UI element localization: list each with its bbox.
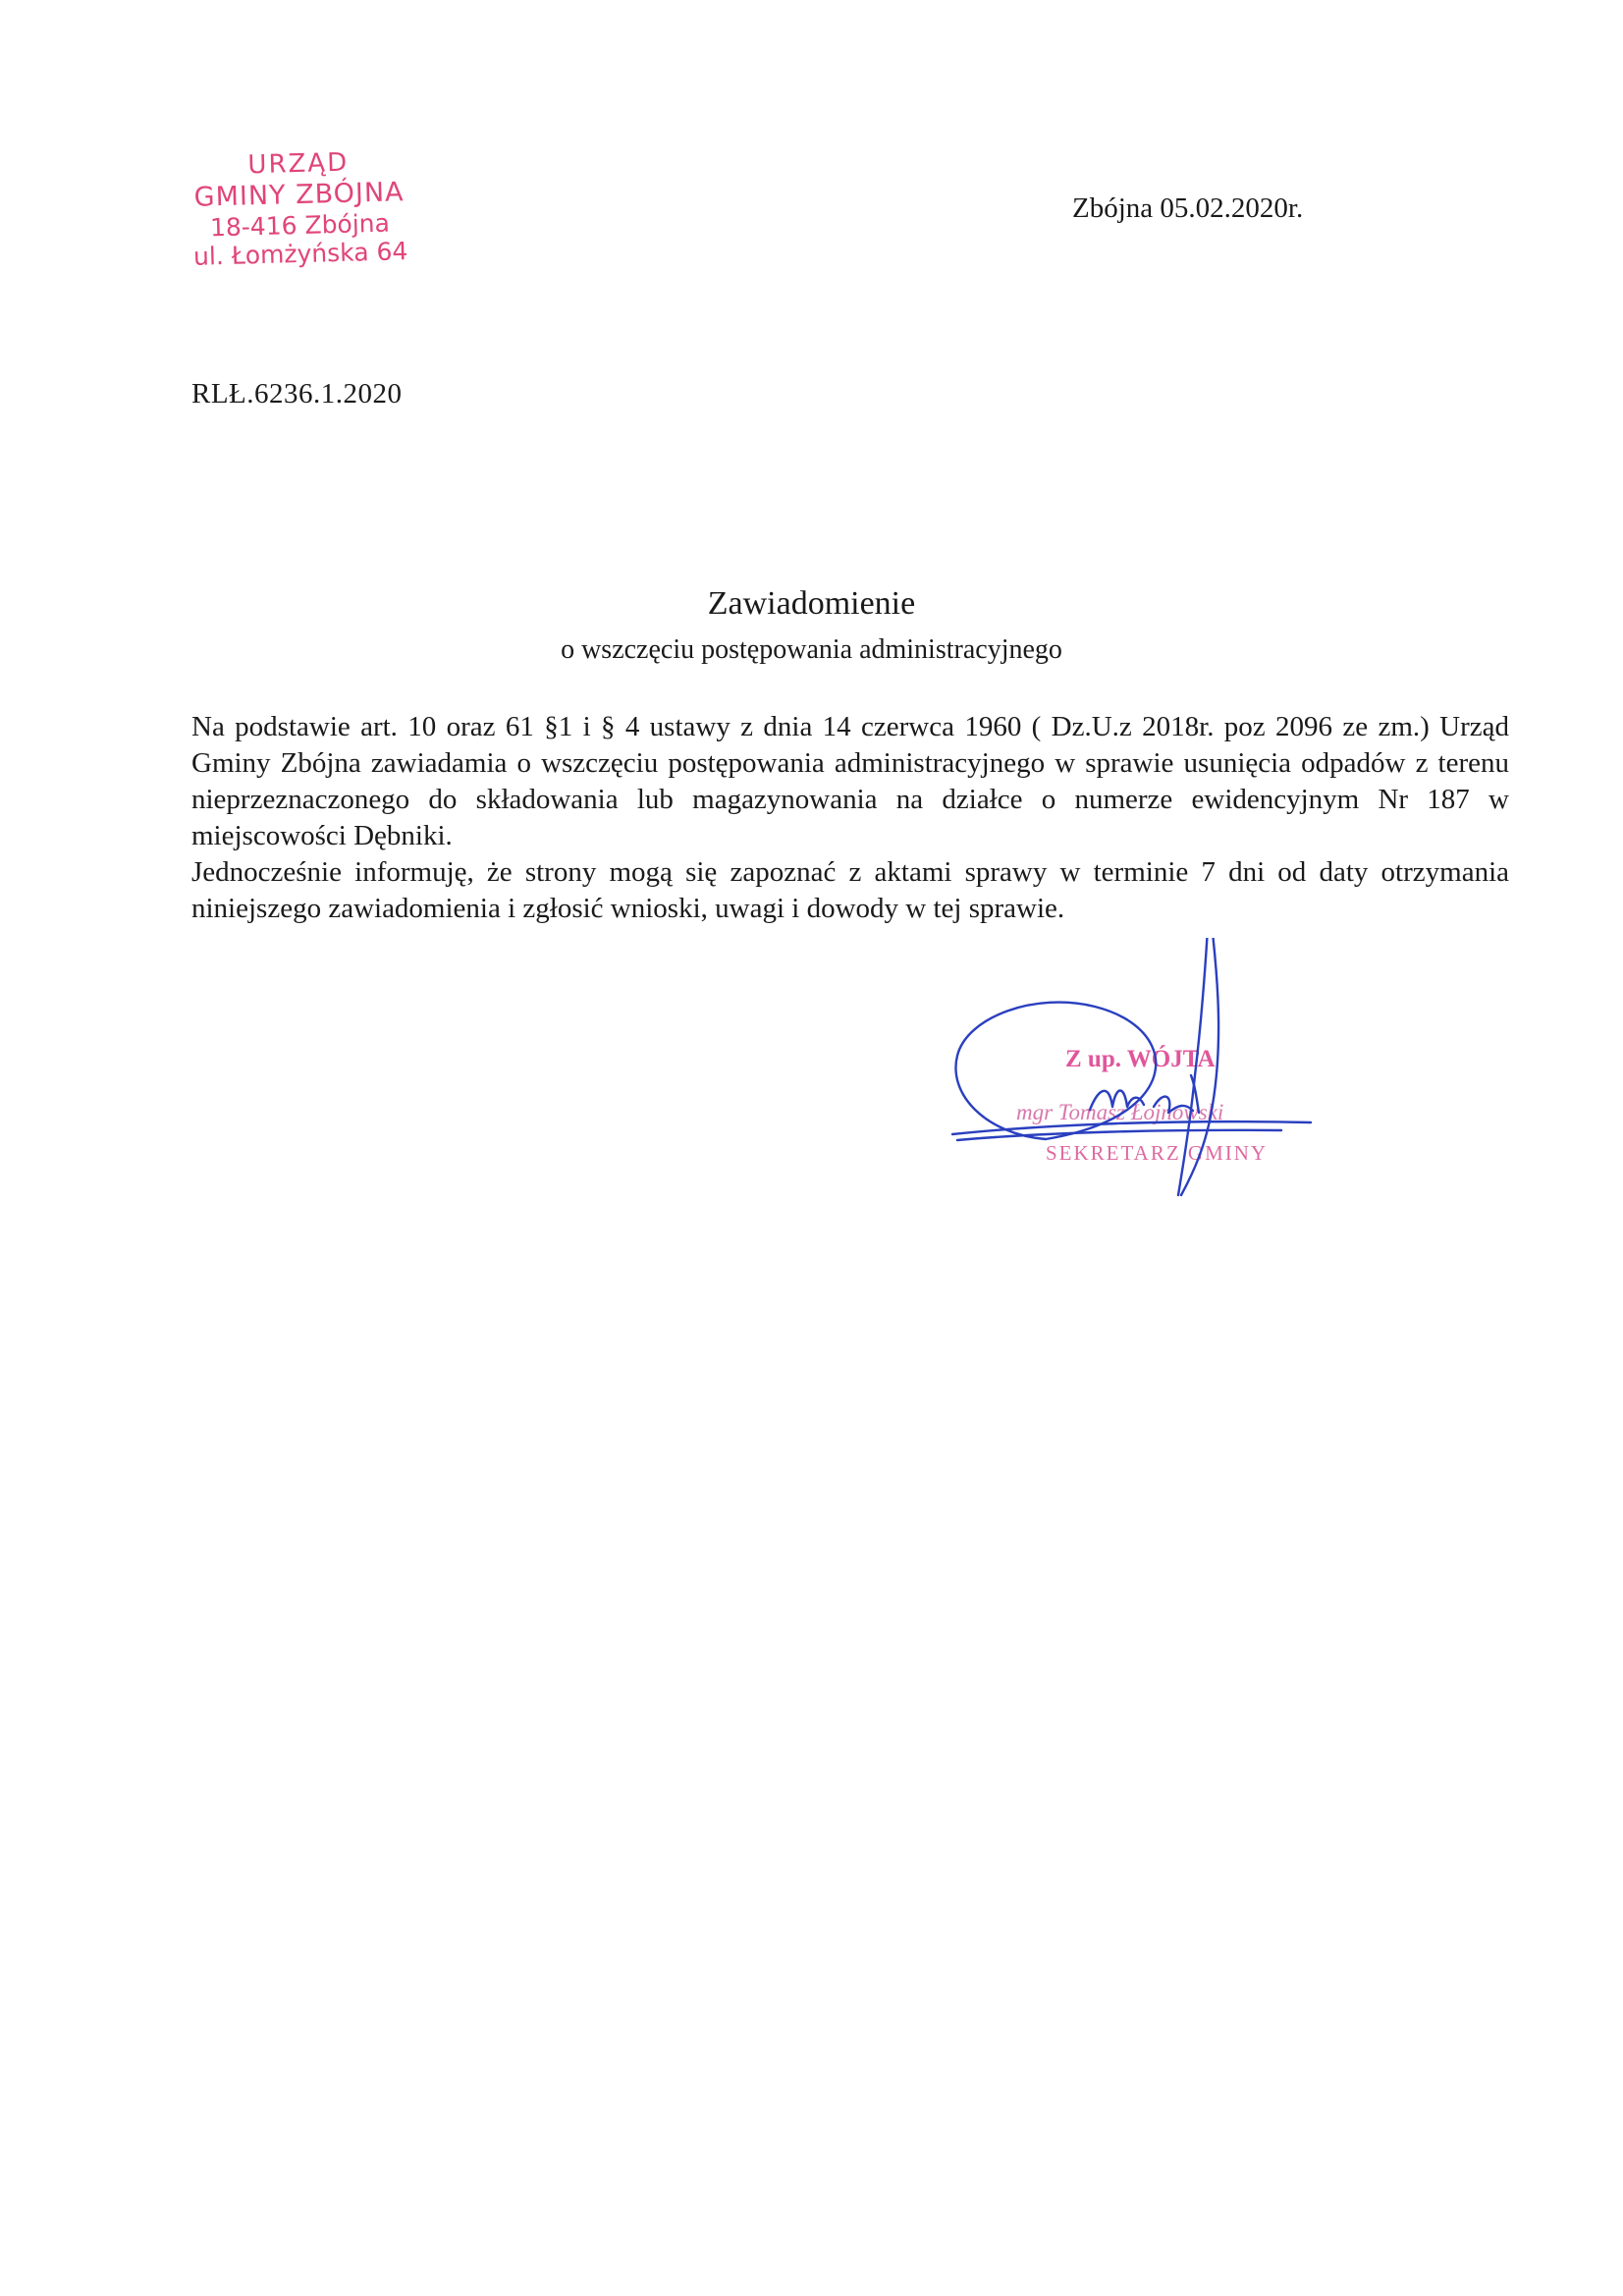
paragraph-1: Na podstawie art. 10 oraz 61 §1 i § 4 ustawy z dnia 14 czerwca 1960 ( Dz.U.z 2018r. poz 2096 ze zm.) Urząd Gminy Zbójna zawiadamia o wszczęciu postępowania administracyjnego w sprawie usunięcia odpadów z terenu nieprzeznaczonego do składowania lub magazynowania na działce o numerze ewidencyjnym Nr 187 w miejscowości Dębniki. xyxy=(191,711,1509,851)
office-stamp-line3: 18-416 Zbójna xyxy=(209,208,391,242)
signature-stamp-line1: Z up. WÓJTA xyxy=(1065,1046,1216,1072)
body-text xyxy=(191,709,1509,927)
handwritten-signature-icon xyxy=(928,938,1340,1213)
signature-stamp-line3: SEKRETARZ GMINY xyxy=(1046,1141,1269,1165)
paragraph-2: Jednocześnie informuję, że strony mogą się zapoznać z aktami sprawy w terminie 7 dni od daty otrzymania niniejszego zawiadomienia i zgłosić wnioski, uwagi i dowody w tej sprawie. xyxy=(191,856,1509,924)
signature-block xyxy=(928,938,1340,1213)
office-stamp-line2: GMINY ZBÓJNA xyxy=(193,176,405,213)
reference-number: RLŁ.6236.1.2020 xyxy=(191,378,403,410)
place-date: Zbójna 05.02.2020r. xyxy=(1072,192,1304,224)
office-stamp-line1: URZĄD xyxy=(247,147,350,181)
document-title: Zawiadomienie xyxy=(707,585,916,622)
signature-stamp-line2: mgr Tomasz Łojnowski xyxy=(1016,1100,1224,1124)
office-stamp xyxy=(175,146,423,272)
document-subtitle: o wszczęciu postępowania administracyjnego xyxy=(561,634,1062,665)
office-stamp-line4: ul. Łomżyńska 64 xyxy=(192,237,408,271)
